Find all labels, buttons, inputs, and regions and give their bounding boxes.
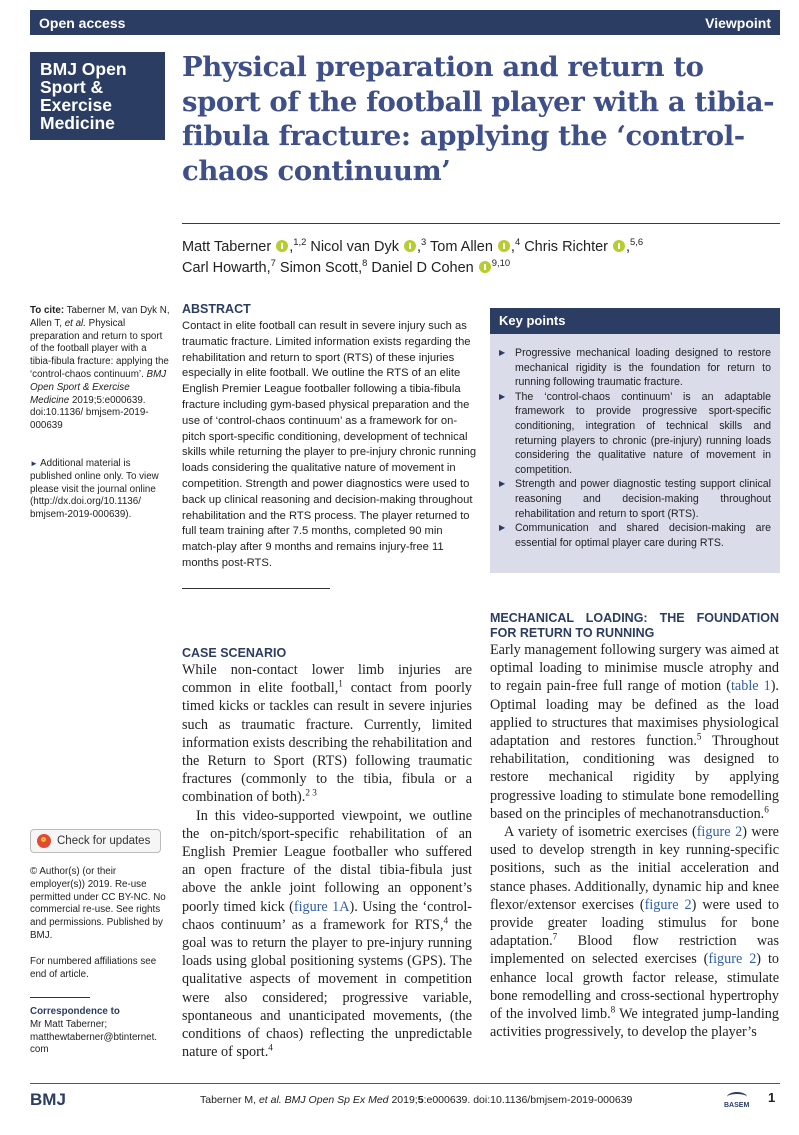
key-points-heading: Key points	[490, 308, 780, 334]
footer-citation: Taberner M, et al. BMJ Open Sp Ex Med 2019;5:e000639. doi:10.1136/bmjsem-2019-000639	[200, 1094, 633, 1106]
orcid-icon[interactable]	[613, 240, 625, 252]
reference-link[interactable]: 7	[552, 931, 558, 942]
author-line: Matt Taberner ,$^{1,2}$ Nicol van Dyk ,$^3$ Tom Allen ,$^4$ Chris Richter ,$^{5,6}$	[182, 236, 644, 255]
affiliations-text: For numbered affiliations see end of article.	[30, 956, 157, 980]
key-point-item: ▶ Communication and shared decision-making are essential for optimal player care during RTS.	[499, 521, 771, 550]
reference-link[interactable]: 4	[443, 915, 449, 926]
reference-link[interactable]: 5	[696, 731, 702, 742]
cite-text: Taberner M, van Dyk N, Allen T,	[30, 305, 170, 329]
sidebar-divider	[30, 997, 90, 998]
orcid-icon[interactable]	[498, 240, 510, 252]
body-paragraph: While non-contact lower limb injuries are common in elite football,$^1$ contact from poorly timed kicks or tackles can result in severe injuries such as traumatic fracture. Currently, limited information exists describing the rehabilitation and the Return to Sport (RTS) following traumatic fractures (commonly to the tibia, fibula or a combination of both).$^{2 3}$	[182, 662, 472, 806]
bmj-logo[interactable]: BMJ	[30, 1090, 66, 1109]
journal-logo[interactable]	[30, 52, 165, 140]
key-points-list	[490, 346, 780, 550]
citation-box	[30, 305, 170, 433]
figure-link[interactable]: figure 2	[644, 896, 692, 913]
cite-etal: et al.	[64, 317, 86, 329]
key-point-item: ▶ Strength and power diagnostic testing support clinical reasoning and decision-making throughout rehabilitation and return to sport (RTS).	[499, 477, 771, 521]
reference-link[interactable]: 8	[610, 1004, 616, 1015]
figure-link[interactable]: figure 1A	[293, 898, 350, 915]
additional-material-note	[30, 458, 170, 522]
author-name[interactable]: Matt Taberner	[182, 239, 272, 255]
journal-logo-line: Sport &	[40, 77, 104, 97]
crossmark-icon	[37, 834, 51, 848]
orcid-icon[interactable]	[404, 240, 416, 252]
abstract-divider	[182, 588, 330, 589]
article-title: Physical preparation and return to sport of the football player with a tibia-fibula fracture: applying the ‘control-chaos continuum’	[182, 51, 775, 187]
key-point-item: ▶ Progressive mechanical loading designed to restore mechanical rigidity is the foundation for return to running following traumatic fracture.	[499, 346, 771, 390]
copyright-text: © Author(s) (or their employer(s)) 2019. Re-use permitted under CC BY-NC. No commercial re-use. See rights and permissions. Published by BMJ.	[30, 866, 166, 941]
figure-link[interactable]: figure 2	[696, 824, 743, 841]
correspondence-label: Correspondence to	[30, 1006, 120, 1017]
orcid-icon[interactable]	[479, 261, 491, 273]
check-updates-label: Check for updates	[57, 835, 151, 847]
footer-divider	[30, 1083, 780, 1084]
mechanical-loading-section	[490, 611, 779, 1041]
author-line: Carl Howarth,$^7$ Simon Scott,$^8$ Daniel D Cohen $^{9,10}$	[182, 257, 511, 276]
affiliation-sup: 3	[421, 236, 427, 248]
correspondence-email[interactable]: matthewtaberner@btinternet. com	[30, 1031, 158, 1056]
triangle-icon: ►	[30, 459, 38, 468]
table-link[interactable]: table 1	[730, 678, 771, 695]
cite-text: Physical preparation and return to sport of the football player with a tibia-fibula fracture: applying the ‘control-chaos continuum’.	[30, 317, 169, 380]
case-scenario-heading: CASE SCENARIO	[182, 646, 287, 660]
affiliation-sup: 5,6	[630, 236, 644, 248]
author-name[interactable]: Simon Scott	[279, 260, 359, 276]
correspondence-block	[30, 1006, 170, 1057]
author-list	[182, 237, 782, 279]
reference-link[interactable]: 1	[338, 678, 343, 689]
article-type-label: Viewpoint	[705, 14, 771, 31]
journal-logo-line: BMJ Open	[40, 59, 127, 79]
body-paragraph: A variety of isometric exercises (figure 2) were used to develop strength in key running-specific positions, such as the initial acceleration and stance phases. Additionally, dynamic hip and knee flexor/extensor exercises (figure 2) were used to provide greater loading stimulus for bone adaptation.$^7$ Blood flow restriction was implemented on selected exercises (figure 2) to enhance local growth factor release, stimulate bone remodelling and cross-sectional hypertrophy of the involved limb.$^8$ We integrated jump-landing activities progressively, to develop the player’s	[490, 824, 779, 1041]
affiliation-sup: 9,10	[491, 257, 511, 269]
abstract-heading: ABSTRACT	[182, 302, 251, 316]
cite-label: To cite:	[30, 305, 65, 316]
figure-link[interactable]: figure 2	[708, 951, 757, 968]
page-number: 1	[768, 1090, 776, 1105]
author-name[interactable]: Carl Howarth	[182, 260, 267, 276]
reference-link[interactable]: 2 3	[305, 787, 317, 798]
check-updates-button[interactable]	[30, 829, 161, 853]
additional-material-text[interactable]: Additional material is published online only. To view please visit the journal online (http://dx.doi.org/10.1136/ bmjsem-2019-000639).	[30, 458, 159, 521]
reference-link[interactable]: 4	[268, 1042, 273, 1053]
key-points-box	[490, 308, 780, 573]
cite-journal: BMJ Open Sport & Exercise Medicine	[30, 368, 167, 406]
affiliation-sup: 4	[514, 236, 521, 248]
body-paragraph: In this video-supported viewpoint, we outline the on-pitch/sport-specific rehabilitation of an English Premier League footballer who suffered an open fracture of the distal tibia-fibula just above the ankle joint following an opponent’s poorly timed kick (figure 1A). Using the ‘control-chaos continuum’ as a framework for RTS,$^4$ the goal was to return the player to pre-injury running loads using global positioning systems (GPS). The qualitative aspects of movement in competition were also considered; progressive variable, spontaneous and unanticipated movements, (the conditions of chaos) reflecting the unpredictable nature of sport.$^4$	[182, 807, 472, 1061]
journal-logo-line: Exercise	[40, 95, 113, 115]
author-name[interactable]: Nicol van Dyk	[310, 239, 399, 255]
basem-arc-icon	[727, 1092, 747, 1102]
affiliations-note	[30, 956, 170, 982]
open-access-label: Open access	[39, 14, 126, 31]
abstract-text: Contact in elite football can result in severe injury such as traumatic fracture. Limited information exists regarding the rehabilitation and return to sport (RTS) of these injuries especially in elite football. We outline the RTS of an elite English Premier League footballer following a tibia-fibula fracture including gym-based physical preparation and the use of ‘control-chaos continuum’ as a framework for on-pitch sport-specific conditioning, development of technical skills while returning the player to pre-injury chronic running loads considering the qualitative nature of movement in competition. Strength and power diagnostics were used to back up clinical reasoning and decision-making throughout rehabilitation and the RTS process. The player returned to full team training after 7.5 months, completed 90 min match-play after 9 months and remains injury-free 11 months post-RTS.	[182, 320, 477, 569]
case-scenario-section	[182, 646, 472, 1061]
cite-text[interactable]: 2019;5:e000639. doi:10.1136/ bmjsem-2019-000639	[30, 394, 149, 432]
affiliation-sup: 8	[362, 257, 368, 269]
affiliation-sup: 1,2	[293, 236, 307, 248]
title-divider	[182, 223, 780, 224]
mechanical-loading-heading: MECHANICAL LOADING: THE FOUNDATION FOR RETURN TO RUNNING	[490, 611, 779, 640]
journal-logo-line: Medicine	[40, 113, 115, 133]
affiliation-sup: 7	[270, 257, 276, 269]
copyright-note	[30, 866, 170, 943]
reference-link[interactable]: 6	[764, 804, 769, 815]
header-bar	[30, 10, 780, 35]
author-name[interactable]: Daniel D Cohen	[371, 260, 474, 276]
key-point-item: ▶ The ‘control-chaos continuum’ is an adaptable framework to provide progressive sport-specific conditioning, integration of technical skills and returning players to chronic (pre-injury) running loads considering the qualitative nature of movement in competition.	[499, 390, 771, 478]
orcid-icon[interactable]	[276, 240, 288, 252]
author-name[interactable]: Chris Richter	[524, 239, 608, 255]
correspondence-name: Mr Matt Taberner;	[30, 1018, 108, 1030]
body-paragraph: Early management following surgery was aimed at optimal loading to minimise muscle atrophy and to regain pain-free full range of motion (table 1). Optimal loading may be defined as the load applied to structures that maximises physiological adaptation and restores function.$^5$ Throughout rehabilitation, conditioning was designed to restore mechanical rigidity by applying progressive loading to stimulate bone remodelling based on the principles of mechanotransduction.$^6$	[490, 642, 779, 822]
author-name[interactable]: Tom Allen	[430, 239, 493, 255]
basem-logo: BASEM	[724, 1092, 749, 1110]
abstract-section	[182, 302, 477, 572]
